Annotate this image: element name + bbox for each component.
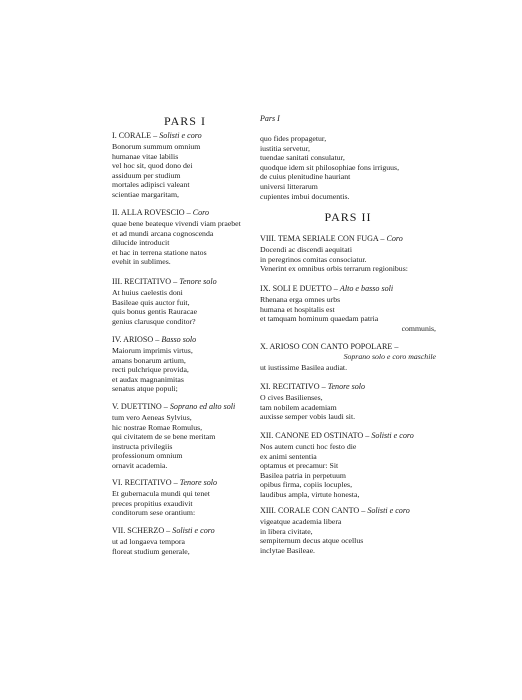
- section-heading: II. ALLA ROVESCIO – Coro: [112, 208, 210, 217]
- text-line: quis bonus gentis Rauracae: [112, 307, 198, 317]
- text-line: hic nostrae Romae Romulus,: [112, 422, 203, 432]
- section-10: [260, 341, 436, 372]
- text-line: sempiternum decus atque ocellus: [260, 536, 364, 546]
- section-lines: [112, 219, 258, 267]
- pars-one-title: PARS I: [164, 114, 206, 128]
- section-12: [260, 430, 436, 500]
- text-line: tuendae sanitati consulatur,: [260, 153, 345, 163]
- text-line: in peregrinos comitas consociatur.: [260, 254, 367, 264]
- text-line: inclytae Basileae.: [260, 545, 315, 555]
- section-2: [112, 207, 258, 267]
- text-line: vigeatque academia libera: [260, 517, 342, 526]
- pars-two-title: PARS II: [324, 210, 372, 224]
- text-line: et tamquam hominum quaedam patria: [260, 314, 379, 324]
- section-13: [260, 505, 436, 555]
- text-line: Venerint ex omnibus orbis terrarum regionibus:: [260, 264, 408, 274]
- text-line: cupientes imbui documentis.: [260, 191, 350, 201]
- section-heading: XII. CANONE ED OSTINATO – Solisti e coro: [260, 431, 414, 440]
- text-line: de cuius plenitudine hauriant: [260, 172, 351, 182]
- text-line: ut ad longaeva tempora: [112, 537, 185, 546]
- section-heading: IX. SOLI E DUETTO – Alto e basso soli: [260, 284, 394, 293]
- section-lines: [112, 489, 258, 518]
- text-line: tam nobilem academiam: [260, 402, 337, 412]
- text-line: ornavit academia.: [112, 460, 168, 470]
- text-line: qui civitatem de se bene meritam: [112, 432, 216, 442]
- text-line: Maiorum imprimis virtus,: [112, 346, 193, 355]
- section-11: [260, 381, 436, 422]
- text-line: senatus atque populi;: [112, 384, 178, 394]
- text-line: universi litterarum: [260, 181, 318, 191]
- section-6: [112, 477, 258, 518]
- continued-text: [260, 134, 436, 201]
- section-9: [260, 283, 436, 333]
- text-line: evehit in sublimes.: [112, 257, 171, 267]
- section-heading: VI. RECITATIVO – Tenore solo: [112, 478, 218, 487]
- section-heading: I. CORALE – Solisti e coro: [112, 131, 202, 140]
- section-heading: III. RECITATIVO – Tenore solo: [112, 277, 217, 286]
- section-lines: [260, 393, 436, 422]
- text-line: opibus firma, copiis locuples,: [260, 480, 353, 490]
- running-head: Pars I: [260, 114, 280, 123]
- text-line: Bonorum summum omnium: [112, 142, 201, 151]
- section-lines: [112, 537, 258, 556]
- text-line: Et gubernacula mundi qui tenet: [112, 489, 210, 498]
- text-line: et hac in terrena statione natos: [112, 247, 207, 257]
- text-line: vel hoc sit, quod dono dei: [112, 161, 193, 171]
- section-heading: X. ARIOSO CON CANTO POPOLARE –: [260, 342, 399, 351]
- text-line: Rhenana erga omnes urbs: [260, 295, 341, 304]
- text-line: ut iustissime Basilea audiat.: [260, 362, 348, 372]
- text-line: Docendi ac discendi aequitati: [260, 245, 353, 254]
- text-line: optamus et precamur: Sit: [260, 461, 339, 471]
- text-line: humana et hospitalis est: [260, 304, 335, 314]
- text-line: et ad mundi arcana cognoscenda: [112, 228, 214, 238]
- section-heading: XIII. CORALE CON CANTO – Solisti e coro: [260, 506, 410, 515]
- text-line: dilucide introducit: [112, 238, 170, 248]
- section-7: [112, 525, 258, 556]
- text-line: quae bene beateque vivendi viam praebet: [112, 219, 241, 228]
- section-lines: [260, 442, 436, 500]
- section-lines: [112, 346, 258, 394]
- section-subtitle: Soprano solo e coro maschile: [343, 352, 436, 361]
- section-3: [112, 276, 258, 326]
- text-line: recti pulchrique provida,: [112, 365, 189, 375]
- section-heading: VIII. TEMA SERIALE CON FUGA – Coro: [260, 234, 403, 243]
- section-lines: [260, 245, 436, 274]
- text-line: humanae vitae labilis: [112, 151, 179, 161]
- section-heading: V. DUETTINO – Soprano ed alto soli: [112, 402, 236, 411]
- text-line: mortales adipisci valeant: [112, 180, 190, 190]
- text-line: quodque idem sit philosophiae fons irriguus,: [260, 162, 400, 172]
- section-5: [112, 401, 258, 471]
- section-lines: [112, 288, 258, 326]
- section-4: [112, 334, 258, 394]
- text-line: Nos autem cuncti hoc festo die: [260, 442, 357, 451]
- text-line: professionum omnium: [112, 451, 183, 461]
- section-lines: [260, 517, 436, 555]
- text-line: floreat studium generale,: [112, 546, 190, 556]
- section-lines: [112, 413, 258, 471]
- text-line: preces propitius exaudivit: [112, 498, 193, 508]
- section-lines: [112, 142, 258, 200]
- text-line: auxisse semper vobis laudi sit.: [260, 412, 356, 422]
- text-line: iustitia servetur,: [260, 143, 310, 153]
- text-line: communis,: [401, 323, 436, 333]
- text-line: conditorum sese orantium:: [112, 508, 196, 518]
- text-line: amans bonarum artium,: [112, 355, 186, 365]
- section-8: [260, 233, 436, 274]
- text-line: instructa privilegiis: [112, 441, 173, 451]
- section-lines: [260, 295, 436, 333]
- text-line: Basilea patria in perpetuum: [260, 470, 346, 480]
- text-line: tum vero Aeneas Sylvius,: [112, 413, 192, 422]
- text-line: et audax magnanimitas: [112, 374, 184, 384]
- text-line: genius clarusque conditor?: [112, 316, 196, 326]
- section-heading: VII. SCHERZO – Solisti e coro: [112, 526, 215, 535]
- text-line: scientiae margaritam,: [112, 189, 179, 199]
- text-line: assiduum per studium: [112, 170, 181, 180]
- section-heading: XI. RECITATIVO – Tenore solo: [260, 382, 366, 391]
- text-line: quo fides propagetur,: [260, 134, 327, 143]
- text-line: Basileae quis auctor fuit,: [112, 297, 190, 307]
- text-line: At huius caelestis doni: [112, 288, 183, 297]
- section-heading: IV. ARIOSO – Basso solo: [112, 335, 197, 344]
- section-lines: [260, 363, 436, 373]
- text-line: in libera civitate,: [260, 526, 313, 536]
- section-1: [112, 130, 258, 200]
- text-line: laudibus ampla, virtute honesta,: [260, 489, 360, 499]
- text-line: O cives Basilienses,: [260, 393, 323, 402]
- text-line: ex animi sententia: [260, 451, 317, 461]
